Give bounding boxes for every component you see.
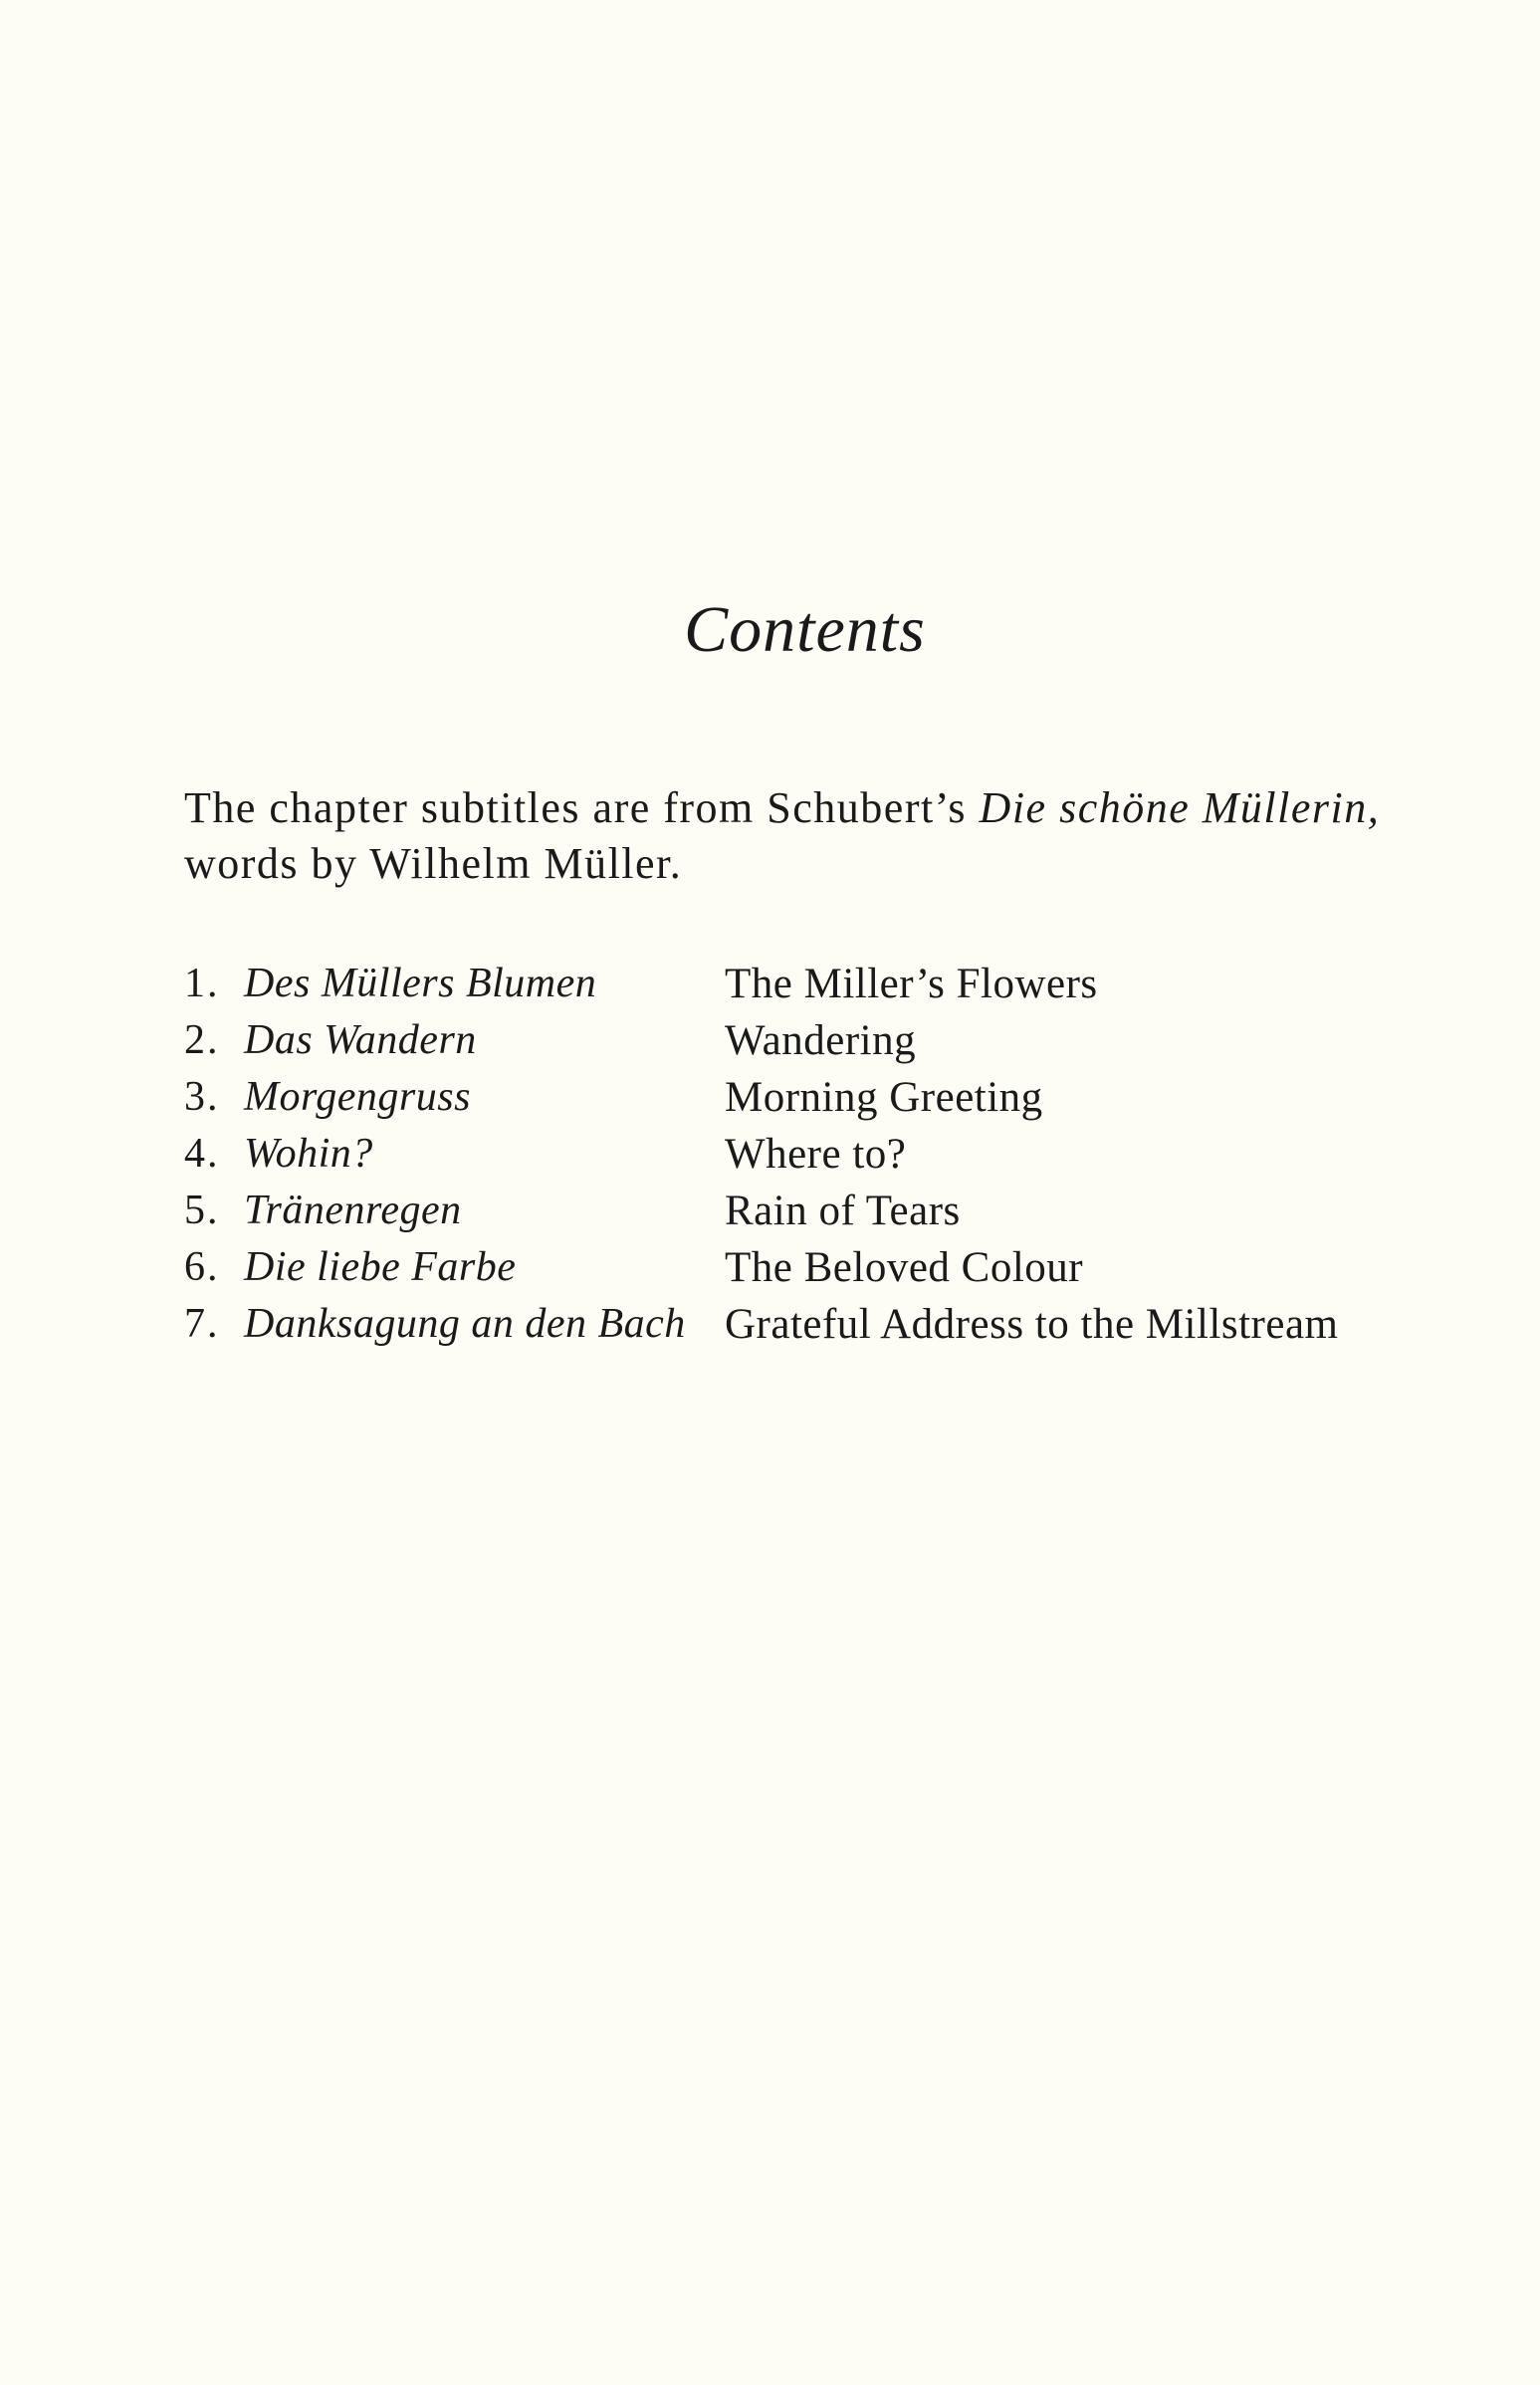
chapter-english-title: Grateful Address to the Millstream (725, 1301, 1339, 1348)
intro-paragraph (184, 780, 1419, 892)
page-title: Contents (684, 593, 926, 666)
chapter-german-title: Des Müllers Blumen (244, 961, 597, 1006)
chapter-number: 1. (184, 961, 220, 1006)
chapter-number: 3. (184, 1074, 220, 1120)
chapter-number: 2. (184, 1017, 220, 1063)
chapter-english-title: The Miller’s Flowers (725, 961, 1098, 1007)
chapter-row (184, 1012, 1429, 1069)
chapter-german-title: Wohin? (244, 1131, 373, 1177)
chapter-english-title: Rain of Tears (725, 1188, 961, 1234)
chapter-number: 5. (184, 1188, 220, 1233)
chapter-english-title: Morning Greeting (725, 1074, 1043, 1121)
chapter-german-title: Die liebe Farbe (244, 1244, 517, 1290)
work-title: Die schöne Müllerin, (979, 783, 1381, 832)
chapter-number: 4. (184, 1131, 220, 1177)
chapter-english-title: Where to? (725, 1131, 907, 1178)
chapter-list (184, 956, 1429, 1353)
chapter-row (184, 1126, 1429, 1183)
chapter-german-title: Das Wandern (244, 1017, 477, 1063)
chapter-number: 6. (184, 1244, 220, 1290)
chapter-row (184, 1183, 1429, 1239)
chapter-row (184, 1069, 1429, 1126)
chapter-german-title: Morgengruss (244, 1074, 471, 1120)
chapter-english-title: Wandering (725, 1017, 917, 1064)
chapter-german-title: Tränenregen (244, 1188, 462, 1233)
chapter-english-title: The Beloved Colour (725, 1244, 1084, 1291)
intro-text-before: The chapter subtitles are from Schubert’s (184, 783, 980, 832)
chapter-row (184, 956, 1429, 1012)
chapter-number: 7. (184, 1301, 220, 1347)
chapter-german-title: Danksagung an den Bach (244, 1301, 686, 1347)
chapter-row (184, 1296, 1429, 1353)
chapter-row (184, 1239, 1429, 1296)
intro-text-after: words by Wilhelm Müller. (184, 839, 683, 888)
